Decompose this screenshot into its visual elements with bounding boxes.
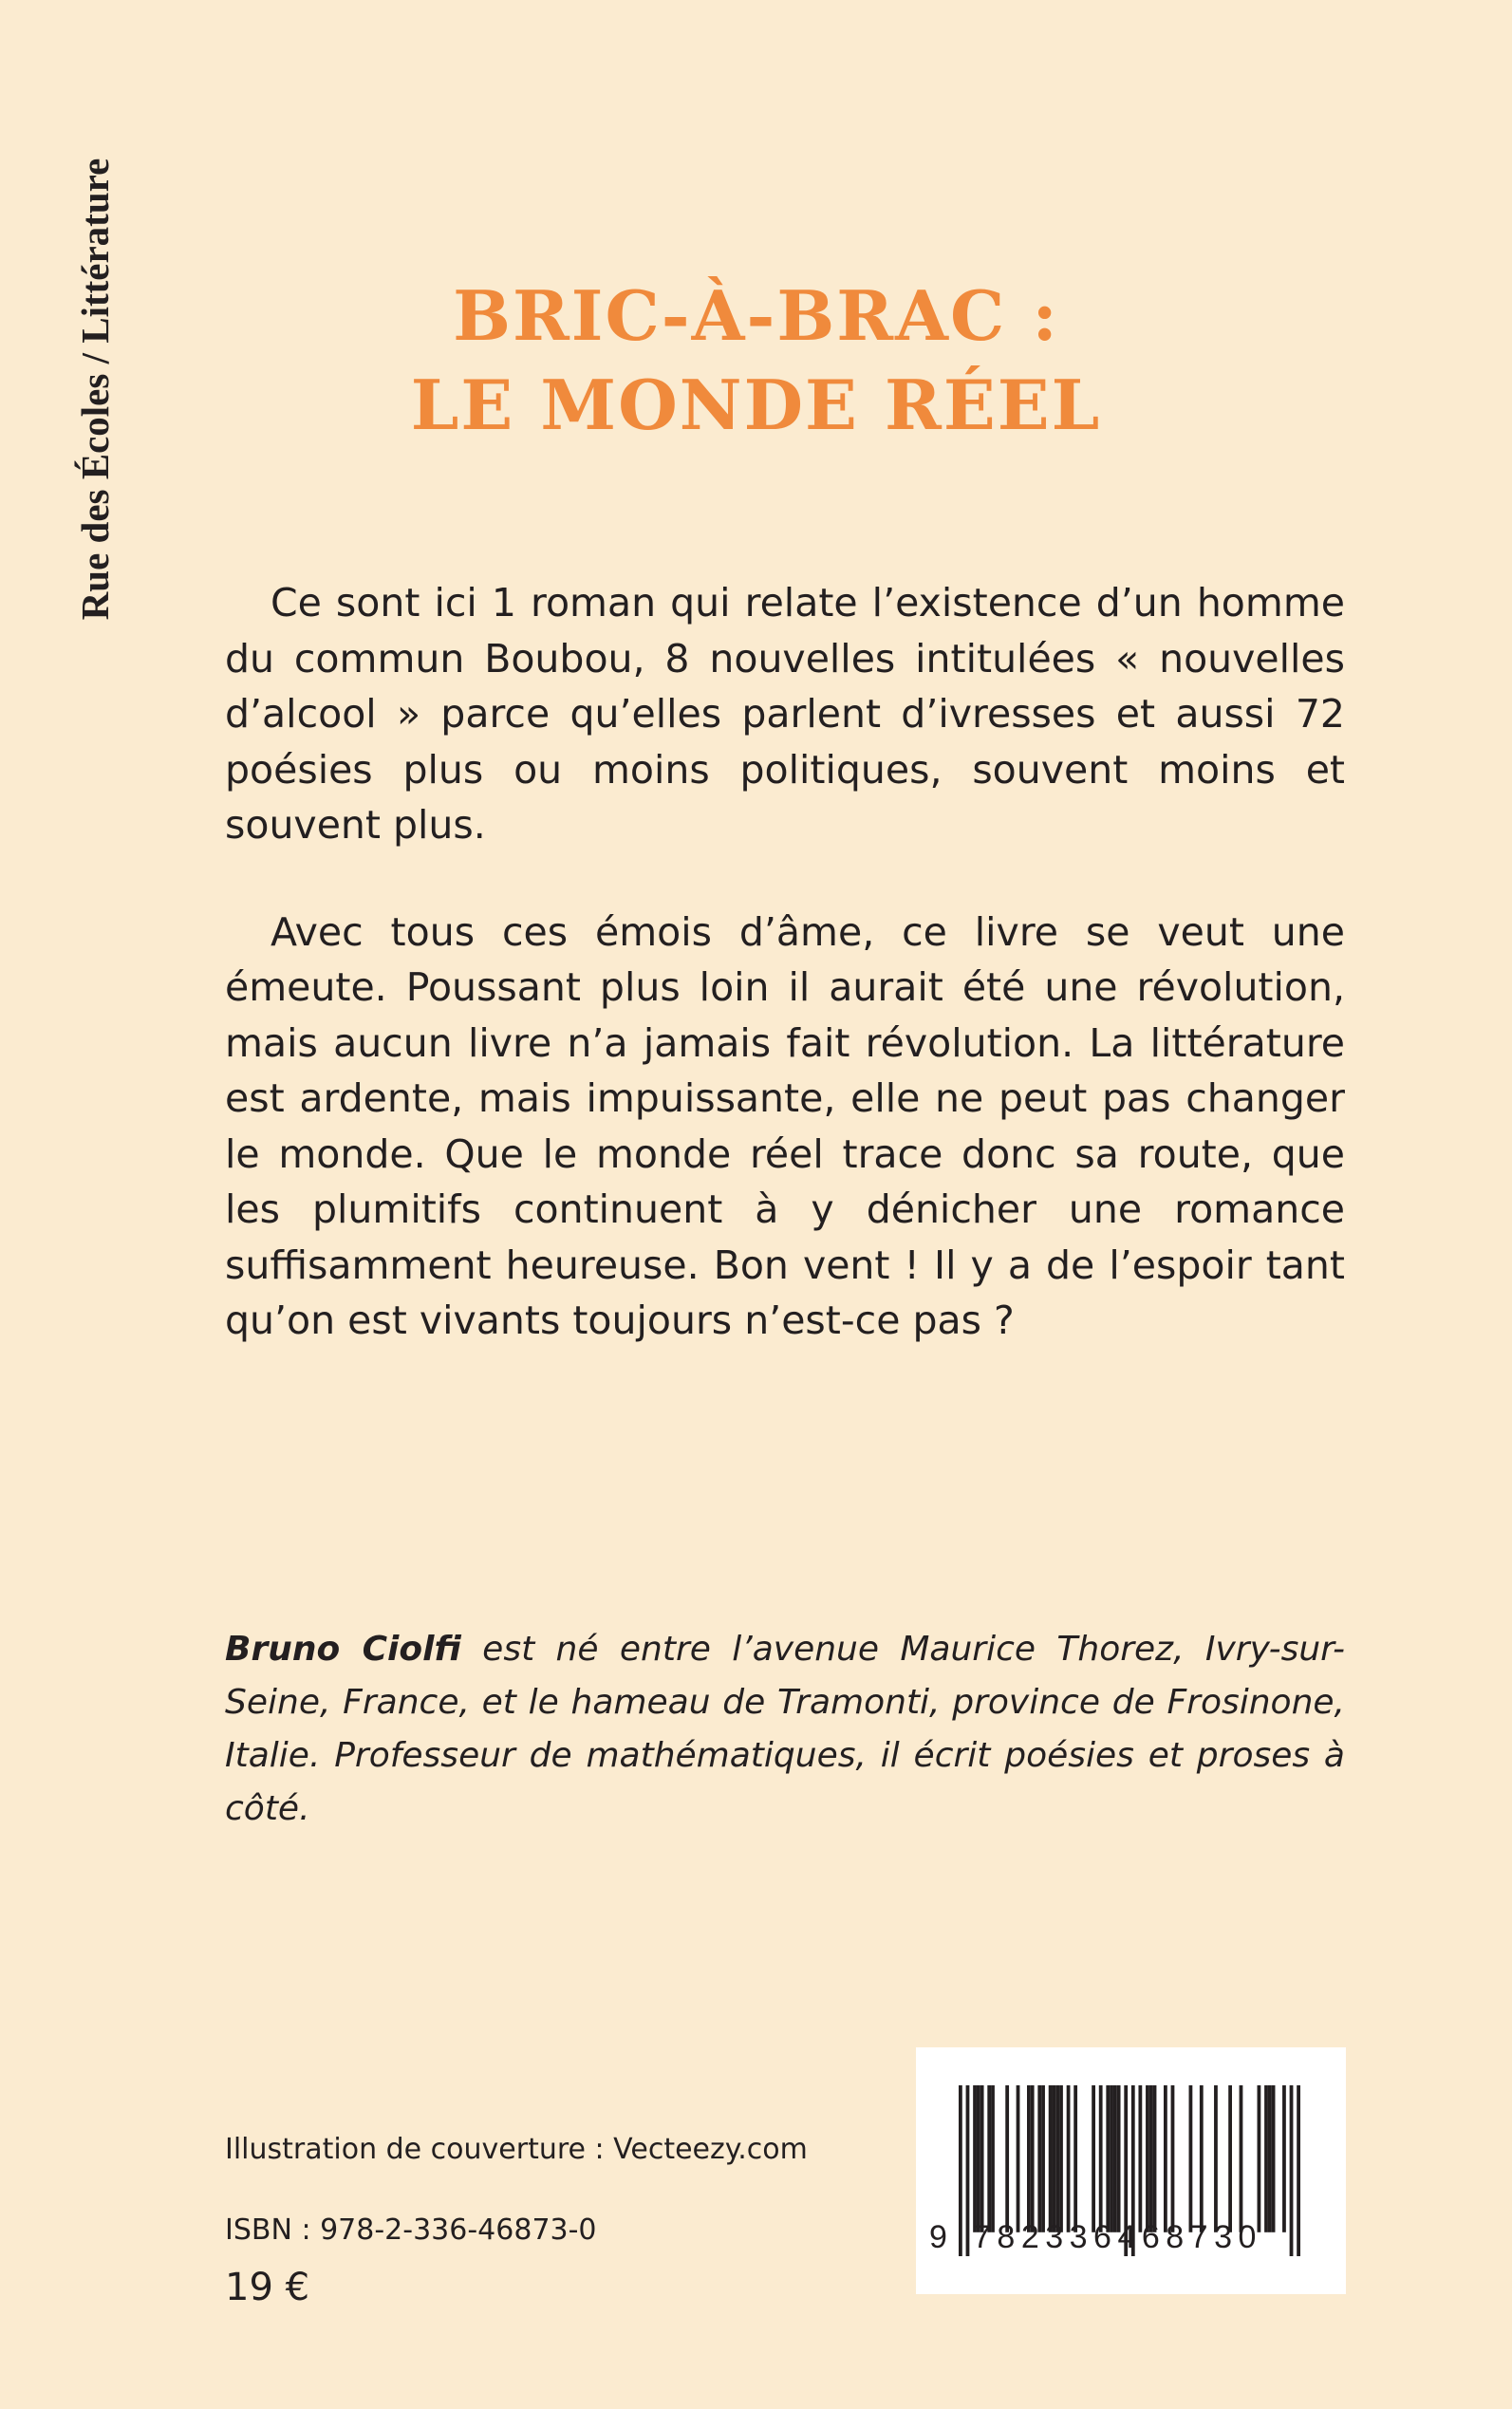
barcode-bar — [1053, 2085, 1056, 2232]
barcode-bar — [959, 2085, 962, 2256]
barcode-bar — [977, 2085, 980, 2232]
barcode-bar — [1037, 2085, 1041, 2232]
barcode-bar — [1055, 2085, 1059, 2232]
barcode-bar — [1264, 2085, 1268, 2232]
title-line-2: LE MONDE RÉEL — [410, 364, 1102, 446]
barcode-bar — [1106, 2085, 1110, 2232]
author-bio — [225, 1623, 1345, 1836]
barcode-bar — [1041, 2085, 1045, 2232]
barcode-bar — [1189, 2085, 1193, 2232]
illustration-credit: Illustration de couverture : Vecteezy.com — [225, 2133, 808, 2166]
barcode-bar — [973, 2085, 977, 2232]
barcode-bar — [1110, 2085, 1113, 2232]
barcode-bar — [1164, 2085, 1167, 2232]
book-blurb — [225, 575, 1345, 1400]
author-name: Bruno Ciolfi — [225, 1630, 461, 1669]
barcode-bar — [1149, 2085, 1153, 2232]
barcode-bar — [1268, 2085, 1272, 2232]
barcode-bar — [1117, 2085, 1121, 2232]
blurb-paragraph-2: Avec tous ces émois d’âme, ce livre se veut une émeute. Poussant plus loin il aurait été une révolution, mais aucun livre n’a jamais fait révolution. La littérature est ardente, mais impuissante, elle ne peut pas changer le monde. Que le monde réel trace donc sa route, que les plumitifs continuent à y dénicher une romance suffisamment heureuse. Bon vent ! Il y a de l’espoir tant qu’on est vivants toujours n’est-ce pas ? — [225, 908, 1345, 1343]
barcode-bar — [1240, 2085, 1243, 2232]
barcode-bar — [1059, 2085, 1063, 2232]
barcode-bar — [1005, 2085, 1009, 2232]
barcode-bar — [1282, 2085, 1286, 2232]
author-bio-text: est né entre l’avenue Maurice Thorez, Ivry-sur-Seine, France, et le hameau de Tramonti, province de Frosinone, Italie. Professeur de mathématiques, il écrit poésies et proses à côté. — [225, 1630, 1345, 1828]
barcode-lead-digit: 9 — [929, 2219, 947, 2255]
barcode-bar — [987, 2085, 991, 2232]
barcode-bar — [1200, 2085, 1204, 2232]
barcode-bar — [1171, 2085, 1175, 2232]
barcode-bar — [980, 2085, 984, 2232]
book-title — [0, 271, 1512, 450]
barcode-digits: 782336468730 — [973, 2219, 1262, 2255]
barcode-bar — [1067, 2085, 1071, 2232]
blurb-paragraph-1: Ce sont ici 1 roman qui relate l’existence d’un homme du commun Boubou, 8 nouvelles intitulées « nouvelles d’alcool » parce qu’elles parlent d’ivresses et aussi 72 poésies plus ou moins politiques, souvent moins et souvent plus. — [225, 580, 1345, 848]
spine-label: Rue des Écoles / Littérature — [73, 158, 117, 621]
title-line-1: BRIC-À-BRAC : — [453, 275, 1059, 357]
barcode-bar — [1099, 2085, 1103, 2232]
barcode — [916, 2047, 1346, 2294]
barcode-bar — [1027, 2085, 1031, 2232]
barcode-bar — [1138, 2085, 1142, 2232]
barcode-bar — [991, 2085, 995, 2232]
barcode-bar — [966, 2085, 970, 2256]
isbn-text: ISBN : 978-2-336-46873-0 — [225, 2213, 597, 2247]
barcode-bar — [1258, 2085, 1261, 2232]
barcode-bar — [1073, 2085, 1077, 2232]
barcode-bar — [1146, 2085, 1149, 2232]
barcode-bar — [1153, 2085, 1157, 2232]
barcode-bar — [1113, 2085, 1117, 2232]
price-text: 19 € — [225, 2266, 310, 2309]
barcode-bar — [1214, 2085, 1218, 2232]
barcode-bar — [1272, 2085, 1276, 2232]
barcode-bar — [1092, 2085, 1095, 2232]
barcode-bar — [1031, 2085, 1035, 2232]
barcode-bar — [1228, 2085, 1232, 2232]
barcode-bar — [1017, 2085, 1020, 2232]
barcode-bar — [1049, 2085, 1053, 2232]
